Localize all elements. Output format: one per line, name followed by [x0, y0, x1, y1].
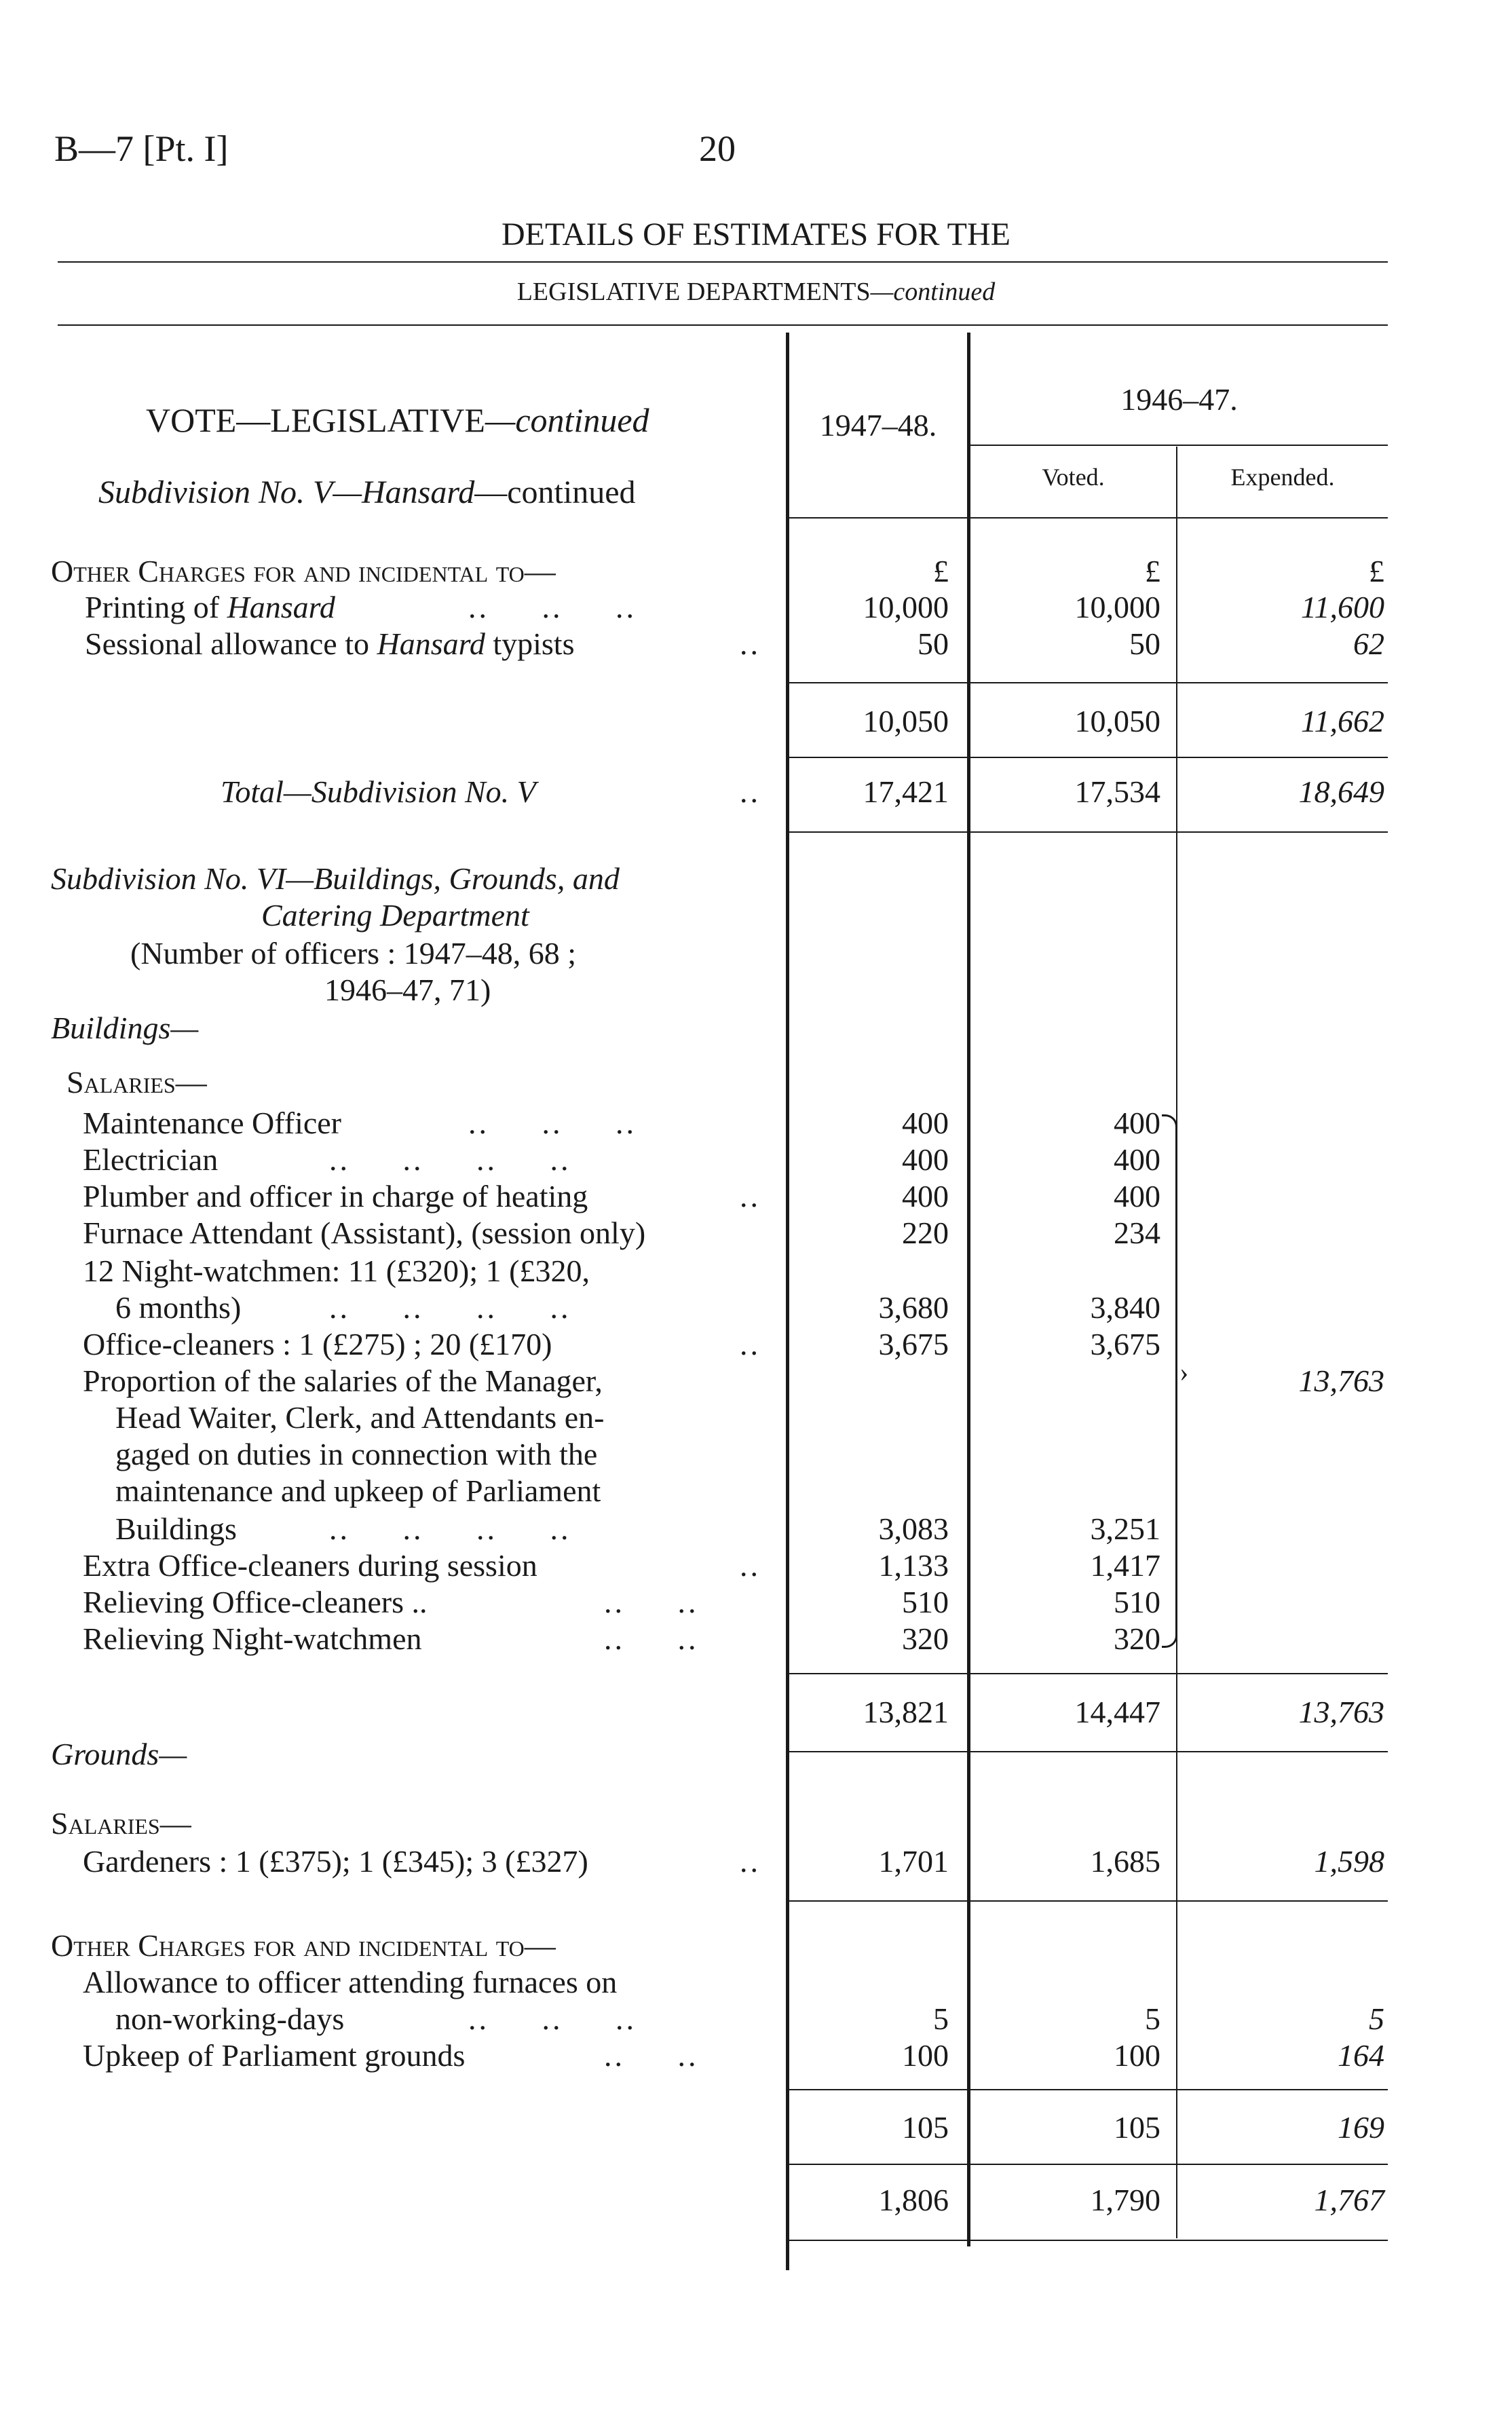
cell-expended: 164: [1338, 2038, 1384, 2073]
cell-voted: 50: [1129, 626, 1160, 661]
cell-voted: 3,675: [1090, 1327, 1160, 1361]
row-label: Sessional allowance to: [85, 626, 377, 661]
row-maintenance-officer: Maintenance Officer: [83, 1106, 342, 1140]
cell-1947: 400: [902, 1106, 949, 1140]
buildings-subtotal-bottom-rule: [787, 1751, 1388, 1752]
page-title: DETAILS OF ESTIMATES FOR THE: [502, 216, 1010, 252]
cell-expended: 1,598: [1314, 1844, 1384, 1879]
cell-1947: 3,083: [878, 1511, 949, 1546]
cell-voted: 10,000: [1074, 590, 1160, 624]
col-header-rule: [970, 445, 1388, 446]
buildings-salaries-label: Salaries—: [67, 1065, 207, 1099]
grounds-other-charges-heading: Other Charges for and incidental to—: [51, 1928, 556, 1963]
row-relieving-office-cleaners: Relieving Office-cleaners ..: [83, 1585, 428, 1619]
cell-voted: 1,417: [1090, 1548, 1160, 1583]
total-voted: 17,534: [1074, 774, 1160, 809]
bracketed-expended: 13,763: [1298, 1363, 1384, 1398]
page-subtitle: [0, 277, 1512, 307]
grounds-total-top-rule: [787, 2164, 1388, 2165]
cell-voted: 5: [1145, 2001, 1160, 2036]
row-relieving-night-watchmen: Relieving Night-watchmen: [83, 1621, 422, 1656]
row-furnace-allowance-line2: non-working-days: [115, 2001, 345, 2036]
cell-voted: 320: [1114, 1621, 1160, 1656]
total-top-rule: [787, 757, 1388, 758]
cell-voted: 3,840: [1090, 1290, 1160, 1325]
subtotal-rule: [787, 682, 1388, 683]
col-header-voted: Voted.: [1042, 464, 1105, 491]
grounds-total-voted: 1,790: [1090, 2183, 1160, 2217]
vote-suffix: —continued: [485, 401, 649, 439]
subdivision-vi-title: Subdivision No. VI—Buildings, Grounds, and: [51, 861, 620, 896]
leader-dots: .. ..: [604, 1621, 699, 1656]
leader-dots: .. ..: [604, 2038, 699, 2073]
total-1947: 17,421: [863, 774, 949, 809]
cell-expended: 5: [1369, 2001, 1384, 2036]
buildings-subtotal-1947: 13,821: [863, 1695, 949, 1729]
total-bottom-rule: [787, 831, 1388, 833]
leader-dots: ..: [740, 626, 761, 661]
row-sessional-allowance: [85, 626, 575, 662]
cell-1947: 100: [902, 2038, 949, 2073]
leader-dots: .. .. ..: [468, 1106, 637, 1140]
currency-1947: £: [933, 554, 949, 588]
cell-1947: 1,701: [878, 1844, 949, 1879]
row-upkeep-grounds: Upkeep of Parliament grounds: [83, 2038, 466, 2073]
other-subtotal-expended: 169: [1338, 2110, 1384, 2145]
cell-voted: 510: [1114, 1585, 1160, 1619]
cell-voted: 1,685: [1090, 1844, 1160, 1879]
cell-voted: 100: [1114, 2038, 1160, 2073]
row-label: Printing of: [85, 590, 227, 624]
leader-dots: .. ..: [604, 1585, 699, 1619]
cell-1947: 5: [933, 2001, 949, 2036]
row-proportion-line2: Head Waiter, Clerk, and Attendants en-: [115, 1400, 605, 1435]
leader-dots: .. .. ..: [468, 590, 637, 624]
grounds-label: Grounds—: [51, 1737, 187, 1771]
gardeners-rule: [787, 1900, 1388, 1902]
row-office-cleaners: Office-cleaners : 1 (£275) ; 20 (£170): [83, 1327, 552, 1361]
other-subtotal-voted: 105: [1114, 2110, 1160, 2145]
row-night-watchmen: 12 Night-watchmen: 11 (£320); 1 (£320,: [83, 1254, 590, 1288]
row-label-post: typists: [485, 626, 575, 661]
page-number: 20: [699, 128, 736, 169]
salaries-brace: [1162, 1114, 1177, 1648]
buildings-subtotal-rule: [787, 1673, 1388, 1674]
buildings-label: Buildings—: [51, 1011, 199, 1045]
row-night-watchmen-line2: 6 months): [115, 1290, 242, 1325]
grounds-total-1947: 1,806: [878, 2183, 949, 2217]
hansard-other-charges-heading: Other Charges for and incidental to—: [51, 554, 556, 588]
subdivision-v-heading: [98, 474, 636, 511]
row-furnace-allowance: Allowance to officer attending furnaces on: [83, 1965, 618, 1999]
leader-dots: ..: [740, 1327, 761, 1361]
row-gardeners: Gardeners : 1 (£375); 1 (£345); 3 (£327): [83, 1844, 588, 1879]
subtitle-rule: [58, 324, 1388, 326]
col-header-expended: Expended.: [1230, 464, 1335, 491]
col-header-1947: 1947–48.: [819, 408, 937, 443]
cell-1947: 510: [902, 1585, 949, 1619]
cell-voted: 3,251: [1090, 1511, 1160, 1546]
other-subtotal-rule: [787, 2089, 1388, 2090]
vote-heading: [146, 400, 649, 440]
cell-1947: 3,675: [878, 1327, 949, 1361]
vote-label: VOTE—LEGISLATIVE: [146, 401, 485, 439]
row-extra-office-cleaners: Extra Office-cleaners during session: [83, 1548, 537, 1583]
row-printing-hansard: [85, 589, 335, 626]
cell-voted: 400: [1114, 1179, 1160, 1213]
grounds-total-bottom-rule: [787, 2240, 1388, 2241]
row-proportion-salaries: Proportion of the salaries of the Manager,: [83, 1363, 603, 1398]
leader-dots: ..: [740, 774, 761, 809]
cell-1947: 400: [902, 1142, 949, 1177]
cell-1947: 1,133: [878, 1548, 949, 1583]
grounds-salaries-label: Salaries—: [51, 1806, 191, 1841]
leader-dots: .. .. .. ..: [329, 1142, 571, 1177]
row-plumber: Plumber and officer in charge of heating: [83, 1179, 588, 1213]
col-header-1946: 1946–47.: [1120, 382, 1238, 417]
leader-dots: ..: [740, 1548, 761, 1583]
row-label-italic: Hansard: [377, 626, 485, 661]
subdivision-v-suffix: —continued: [474, 474, 636, 510]
grounds-total-expended: 1,767: [1314, 2183, 1384, 2217]
row-proportion-line3: gaged on duties in connection with the: [115, 1437, 598, 1471]
cell-1947: 3,680: [878, 1290, 949, 1325]
subdivision-v-label: Subdivision No. V—Hansard: [98, 474, 475, 510]
leader-dots: ..: [740, 1179, 761, 1213]
subtotal-1947: 10,050: [863, 704, 949, 738]
row-proportion-line4: maintenance and upkeep of Parliament: [115, 1473, 601, 1508]
leader-dots: .. .. .. ..: [329, 1290, 571, 1325]
cell-1947: 320: [902, 1621, 949, 1656]
currency-voted: £: [1145, 554, 1160, 588]
subtitle-text: LEGISLATIVE DEPARTMENTS: [516, 278, 871, 306]
title-rule: [58, 261, 1388, 263]
leader-dots: ..: [740, 1844, 761, 1879]
total-expended: 18,649: [1298, 774, 1384, 809]
row-label-italic: Hansard: [227, 590, 335, 624]
row-furnace-attendant: Furnace Attendant (Assistant), (session only): [83, 1216, 646, 1250]
cell-voted: 400: [1114, 1106, 1160, 1140]
currency-expended: £: [1369, 554, 1384, 588]
officers-count-line2: 1946–47, 71): [324, 973, 491, 1007]
document-reference: B—7 [Pt. I]: [54, 128, 229, 169]
leader-dots: .. .. ..: [468, 2001, 637, 2036]
total-subdivision-v-label: Total—Subdivision No. V: [221, 774, 536, 809]
brace-tip: ›: [1179, 1357, 1189, 1387]
cell-1947: 400: [902, 1179, 949, 1213]
buildings-subtotal-expended: 13,763: [1298, 1695, 1384, 1729]
cell-voted: 400: [1114, 1142, 1160, 1177]
other-subtotal-1947: 105: [902, 2110, 949, 2145]
row-electrician: Electrician: [83, 1142, 219, 1177]
subtitle-suffix: —continued: [870, 278, 996, 306]
leader-dots: .. .. .. ..: [329, 1511, 571, 1546]
cell-expended: 11,600: [1300, 590, 1384, 624]
cell-1947: 50: [918, 626, 949, 661]
subtotal-expended: 11,662: [1300, 704, 1384, 738]
header-bottom-rule: [787, 517, 1388, 519]
subdivision-vi-title-line2: Catering Department: [261, 898, 529, 933]
cell-voted: 234: [1114, 1216, 1160, 1250]
cell-1947: 220: [902, 1216, 949, 1250]
cell-expended: 62: [1353, 626, 1384, 661]
cell-1947: 10,000: [863, 590, 949, 624]
row-proportion-line5: Buildings: [115, 1511, 237, 1546]
subtotal-voted: 10,050: [1074, 704, 1160, 738]
buildings-subtotal-voted: 14,447: [1074, 1695, 1160, 1729]
officers-count: (Number of officers : 1947–48, 68 ;: [130, 936, 577, 971]
